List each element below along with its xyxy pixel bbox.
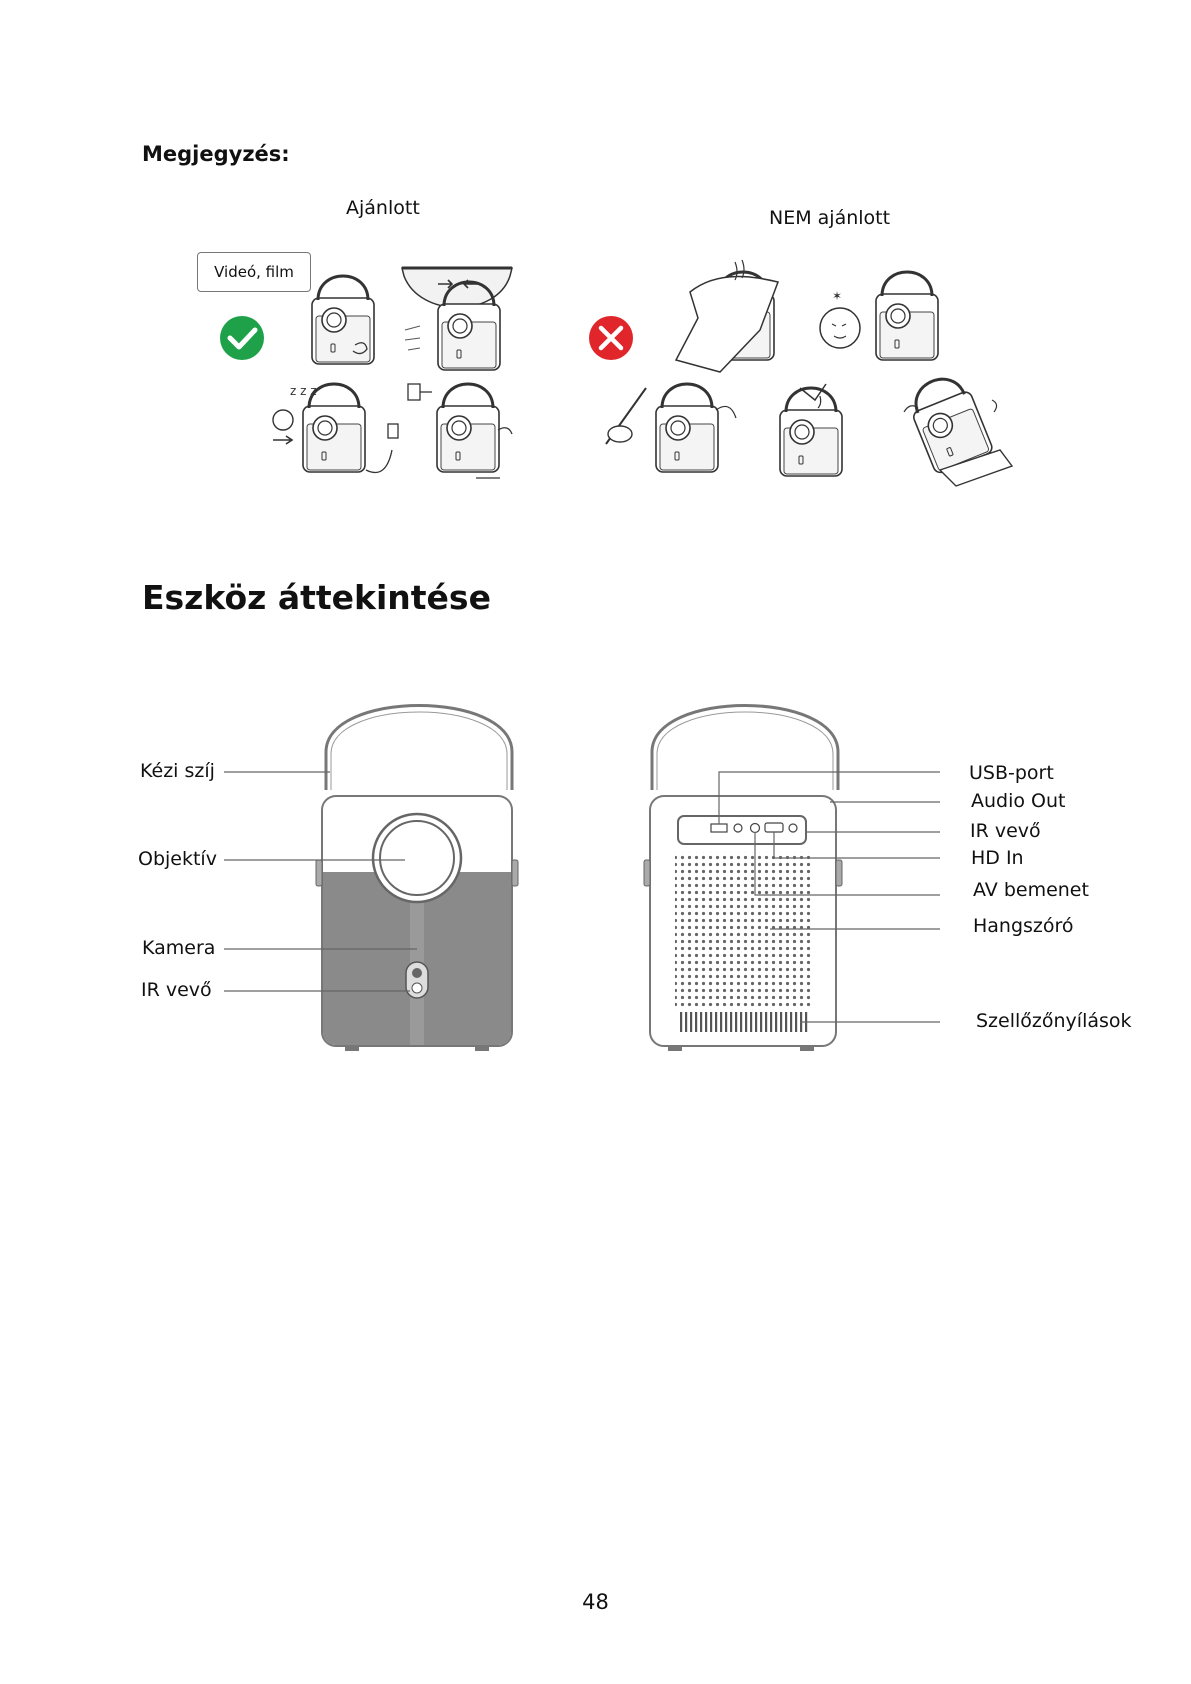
device-overview-heading: Eszköz áttekintése [142, 578, 491, 617]
label-hd-in: HD In [971, 847, 1024, 869]
projector-hammer-illustration [606, 384, 736, 472]
label-hand-strap: Kézi szíj [140, 760, 215, 782]
projector-screen-illustration [402, 268, 512, 370]
projector-covered-illustration [676, 260, 778, 372]
label-usb-port: USB-port [969, 762, 1054, 784]
projector-liquid-illustration [780, 384, 842, 476]
not-recommended-illustrations [589, 260, 1012, 486]
video-film-label: Videó, film [197, 252, 311, 292]
recommended-title: Ajánlott [346, 197, 420, 219]
label-av-input: AV bemenet [973, 879, 1089, 901]
label-vents: Szellőzőnyílások [976, 1010, 1132, 1032]
label-lens: Objektív [138, 848, 217, 870]
label-speaker: Hangszóró [973, 915, 1074, 937]
label-front-ir-receiver: IR vevő [141, 979, 212, 1001]
label-audio-out: Audio Out [971, 790, 1066, 812]
cross-icon [589, 316, 633, 360]
not-recommended-title: NEM ajánlott [769, 207, 891, 229]
svg-text:z z z: z z z [290, 384, 317, 398]
projector-falling-illustration [903, 370, 1012, 486]
recommended-illustrations [220, 268, 512, 478]
label-back-ir-receiver: IR vevő [970, 820, 1041, 842]
projector-face-illustration [820, 272, 938, 360]
device-front-view [316, 706, 518, 1052]
projector-sleeping-illustration [273, 384, 398, 473]
projector-watching-illustration [312, 276, 374, 364]
note-heading: Megjegyzés: [142, 142, 290, 166]
check-icon [220, 316, 264, 360]
svg-text:✶: ✶ [832, 289, 843, 303]
projector-plug-illustration [408, 384, 512, 478]
device-back-view [644, 706, 842, 1052]
label-camera: Kamera [142, 937, 216, 959]
page-number: 48 [582, 1590, 609, 1614]
